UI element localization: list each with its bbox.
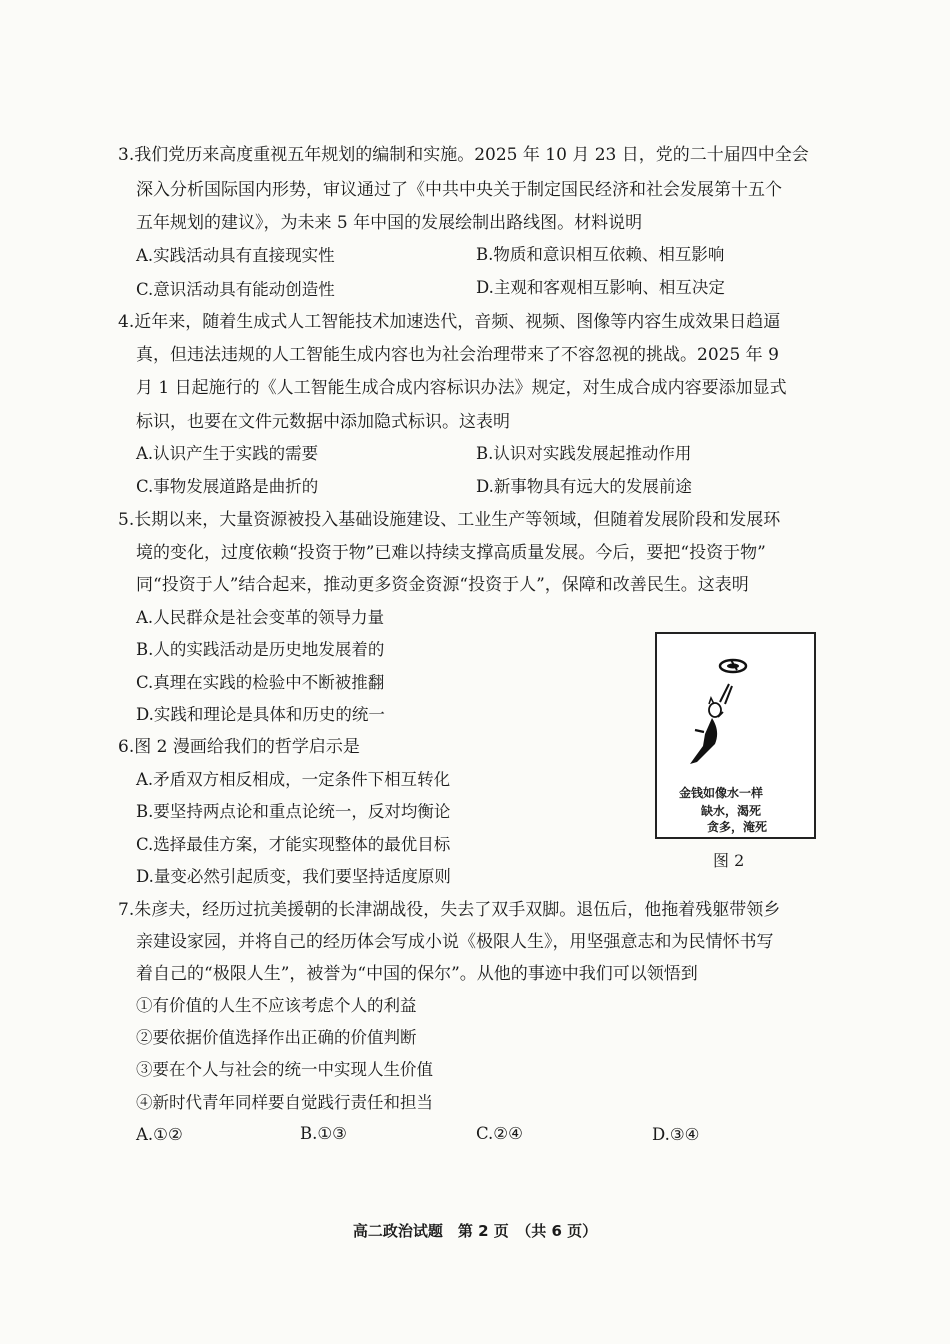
- page-footer: 高二政治试题 第 2 页 （共 6 页）: [352, 1222, 598, 1240]
- q6-option-d: D.量变必然引起质变，我们要坚持适度原则: [136, 867, 451, 886]
- q3-option-c: C.意识活动具有能动创造性: [136, 280, 335, 299]
- cartoon-handwriting-1: 金钱如像水一样: [679, 786, 764, 800]
- q7-option-b: B.①③: [300, 1124, 347, 1143]
- q3-option-d: D.主观和客观相互影响、相互决定: [476, 278, 725, 297]
- q4-line-2: 真，但违法违规的人工智能生成内容也为社会治理带来了不容忽视的挑战。2025 年 9: [136, 345, 779, 365]
- q7-line-3: 着自己的“极限人生”，被誉为“中国的保尔”。从他的事迹中我们可以领悟到: [136, 964, 698, 984]
- q7-line-1: 7.朱彦夫，经历过抗美援朝的长津湖战役，失去了双手双脚。退伍后，他拖着残躯带领乡: [118, 900, 781, 920]
- q7-option-a: A.①②: [136, 1125, 183, 1144]
- q4-option-d: D.新事物具有远大的发展前途: [476, 477, 692, 496]
- q7-line-2: 亲建设家园，并将自己的经历体会写成小说《极限人生》，用坚强意志和为民情怀书写: [136, 932, 774, 952]
- q5-line-3: 同“投资于人”结合起来，推动更多资金资源“投资于人”，保障和改善民生。这表明: [136, 575, 749, 595]
- q5-line-1: 5.长期以来，大量资源被投入基础设施建设、工业生产等领域，但随着发展阶段和发展环: [118, 510, 781, 530]
- jumping-person-icon: [690, 684, 732, 764]
- figure-2-caption: 图 2: [713, 851, 745, 870]
- q4-line-1: 4.近年来，随着生成式人工智能技术加速迭代，音频、视频、图像等内容生成效果日趋逼: [118, 312, 781, 332]
- q3-option-a: A.实践活动具有直接现实性: [136, 246, 335, 265]
- q6-option-a: A.矛盾双方相反相成，一定条件下相互转化: [136, 770, 451, 789]
- q6-option-c: C.选择最佳方案，才能实现整体的最优目标: [136, 835, 451, 854]
- q4-line-3: 月 1 日起施行的《人工智能生成合成内容标识办法》规定，对生成合成内容要添加显式: [136, 378, 787, 398]
- q5-line-2: 境的变化，过度依赖“投资于物”已难以持续支撑高质量发展。今后，要把“投资于物”: [136, 543, 766, 563]
- q7-option-d: D.③④: [652, 1125, 700, 1144]
- q7-option-c: C.②④: [476, 1124, 523, 1143]
- cartoon-handwriting-3: 贪多，淹死: [707, 820, 768, 834]
- q5-option-b: B.人的实践活动是历史地发展着的: [136, 640, 385, 659]
- q3-line-1: 3.我们党历来高度重视五年规划的编制和实施。2025 年 10 月 23 日，党的二十届四中全会: [118, 145, 809, 165]
- q3-line-3: 五年规划的建议》，为未来 5 年中国的发展绘制出路线图。材料说明: [136, 213, 643, 233]
- q4-option-c: C.事物发展道路是曲折的: [136, 477, 319, 496]
- q4-option-a: A.认识产生于实践的需要: [136, 444, 319, 463]
- q3-option-b: B.物质和意识相互依赖、相互影响: [476, 245, 725, 264]
- figure-2-cartoon: [655, 632, 816, 839]
- q7-statement-3: ③要在个人与社会的统一中实现人生价值: [136, 1060, 433, 1079]
- q3-line-2: 深入分析国际国内形势，审议通过了《中共中央关于制定国民经济和社会发展第十五个: [136, 180, 782, 200]
- q4-option-b: B.认识对实践发展起推动作用: [476, 444, 692, 463]
- q5-option-c: C.真理在实践的检验中不断被推翻: [136, 673, 385, 692]
- q7-statement-4: ④新时代青年同样要自觉践行责任和担当: [136, 1093, 433, 1112]
- q7-statement-2: ②要依据价值选择作出正确的价值判断: [136, 1028, 417, 1047]
- q6-option-b: B.要坚持两点论和重点论统一，反对均衡论: [136, 802, 451, 821]
- q6-stem: 6.图 2 漫画给我们的哲学启示是: [118, 737, 360, 757]
- q4-line-4: 标识，也要在文件元数据中添加隐式标识。这表明: [136, 412, 510, 432]
- cartoon-handwriting-2: 缺水，渴死: [701, 804, 762, 818]
- q5-option-a: A.人民群众是社会变革的领导力量: [136, 608, 385, 627]
- q7-statement-1: ①有价值的人生不应该考虑个人的利益: [136, 996, 417, 1015]
- q5-option-d: D.实践和理论是具体和历史的统一: [136, 705, 385, 724]
